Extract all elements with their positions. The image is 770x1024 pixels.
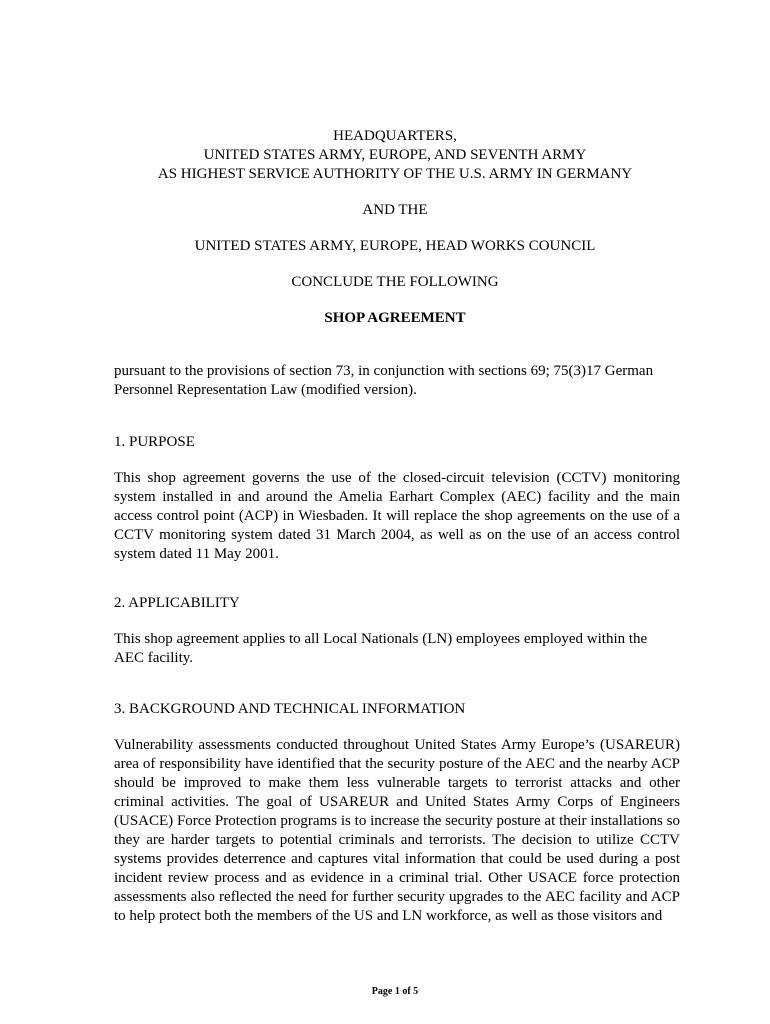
section-body-background: Vulnerability assessments conducted throughout United States Army Europe’s (USAREUR) area of responsibility have identified that the security posture of the AEC and the nearby ACP should be improved to make them less vulnerable targets to terrorist attacks and other criminal activities. The goal of USAREUR and United States Army Corps of Engineers (USACE) Force Protection programs is to increase the security posture at their installations so they are harder targets to potential criminals and terrorists. The decision to utilize CCTV systems provides deterrence and captures vital information that could be used during a post incident review process and as evidence in a criminal trial. Other USACE force protection assessments also reflected the need for further security upgrades to the AEC facility and ACP to help protect both the members of the US and LN workforce, as well as those visitors and xyxy=(114,737,680,924)
header-authority: AS HIGHEST SERVICE AUTHORITY OF THE U.S. ARMY IN GERMANY xyxy=(157,166,633,182)
preamble-paragraph: pursuant to the provisions of section 73, in conjunction with sections 69; 75(3)17 German Personnel Representation Law (modified version). xyxy=(114,363,654,398)
section-heading-applicability: 2. APPLICABILITY xyxy=(114,595,240,611)
header-conclude: CONCLUDE THE FOLLOWING xyxy=(291,274,499,290)
section-body-purpose: This shop agreement governs the use of the closed-circuit television (CCTV) monitoring system installed in and around the Amelia Earhart Complex (AEC) facility and the main access control point (ACP) in Wiesbaden. It will replace the shop agreements on the use of a CCTV monitoring system dated 31 March 2004, as well as on the use of an access control system dated 11 May 2001. xyxy=(114,470,680,562)
section-body-applicability: This shop agreement applies to all Local Nationals (LN) employees employed within the AEC facility. xyxy=(114,631,648,666)
section-heading-background: 3. BACKGROUND AND TECHNICAL INFORMATION xyxy=(114,701,466,717)
header-and-the: AND THE xyxy=(362,202,428,218)
page-number: Page 1 of 5 xyxy=(371,986,419,997)
document-title: SHOP AGREEMENT xyxy=(324,310,466,326)
header-headquarters: HEADQUARTERS, xyxy=(333,128,457,144)
header-works-council: UNITED STATES ARMY, EUROPE, HEAD WORKS COUNCIL xyxy=(194,238,596,254)
header-usareur: UNITED STATES ARMY, EUROPE, AND SEVENTH ARMY xyxy=(203,147,587,163)
section-heading-purpose: 1. PURPOSE xyxy=(114,434,195,450)
